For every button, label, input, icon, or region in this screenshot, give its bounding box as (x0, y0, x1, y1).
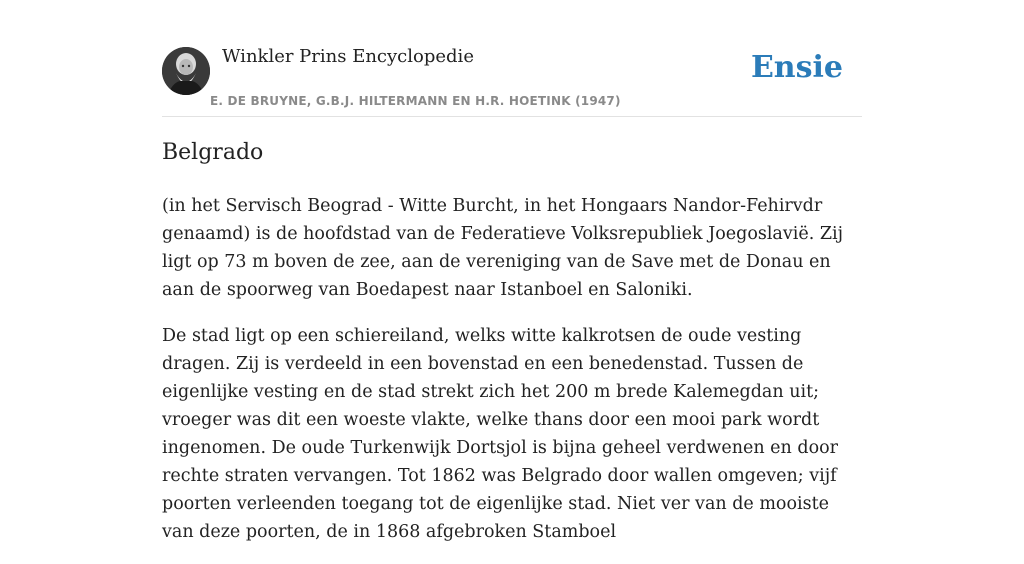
author-portrait-icon (162, 47, 210, 95)
authors-line: E. DE BRUYNE, G.B.J. HILTERMANN EN H.R. HOETINK (1947) (210, 94, 621, 108)
article-title: Belgrado (162, 140, 264, 165)
site-header (162, 0, 862, 117)
brand-logo[interactable]: Ensie (750, 50, 843, 85)
author-avatar[interactable] (162, 47, 210, 95)
article-body (162, 192, 862, 564)
page (162, 0, 862, 542)
article-paragraph: De stad ligt op een schiereiland, welks witte kalkrotsen de oude vesting dragen. Zij is verdeeld in een bovenstad en een benedenstad. Tussen de eigenlijke vesting en de stad strekt zich het 200 m brede Kalemegdan uit; vroeger was dit een woeste vlakte, welke thans door een mooi park wordt ingenomen. De oude Turkenwijk Dortsjol is bijna geheel verdwenen en door rechte straten vervangen. Tot 1862 was Belgrado door wallen omgeven; vijf poorten verleenden toegang tot de eigenlijke stad. Niet ver van de mooiste van deze poorten, de in 1868 afgebroken Stamboel (162, 326, 839, 542)
encyclopedia-title[interactable]: Winkler Prins Encyclopedie (222, 46, 474, 67)
article-paragraph: (in het Servisch Beograd - Witte Burcht, in het Hongaars Nandor-Fehirvdr genaamd) is de hoofdstad van de Federatieve Volksrepubliek Joegoslavië. Zij ligt op 73 m boven de zee, aan de vereniging van de Save met de Donau en aan de spoorweg van Boedapest naar Istanboel en Saloniki. (162, 196, 844, 300)
